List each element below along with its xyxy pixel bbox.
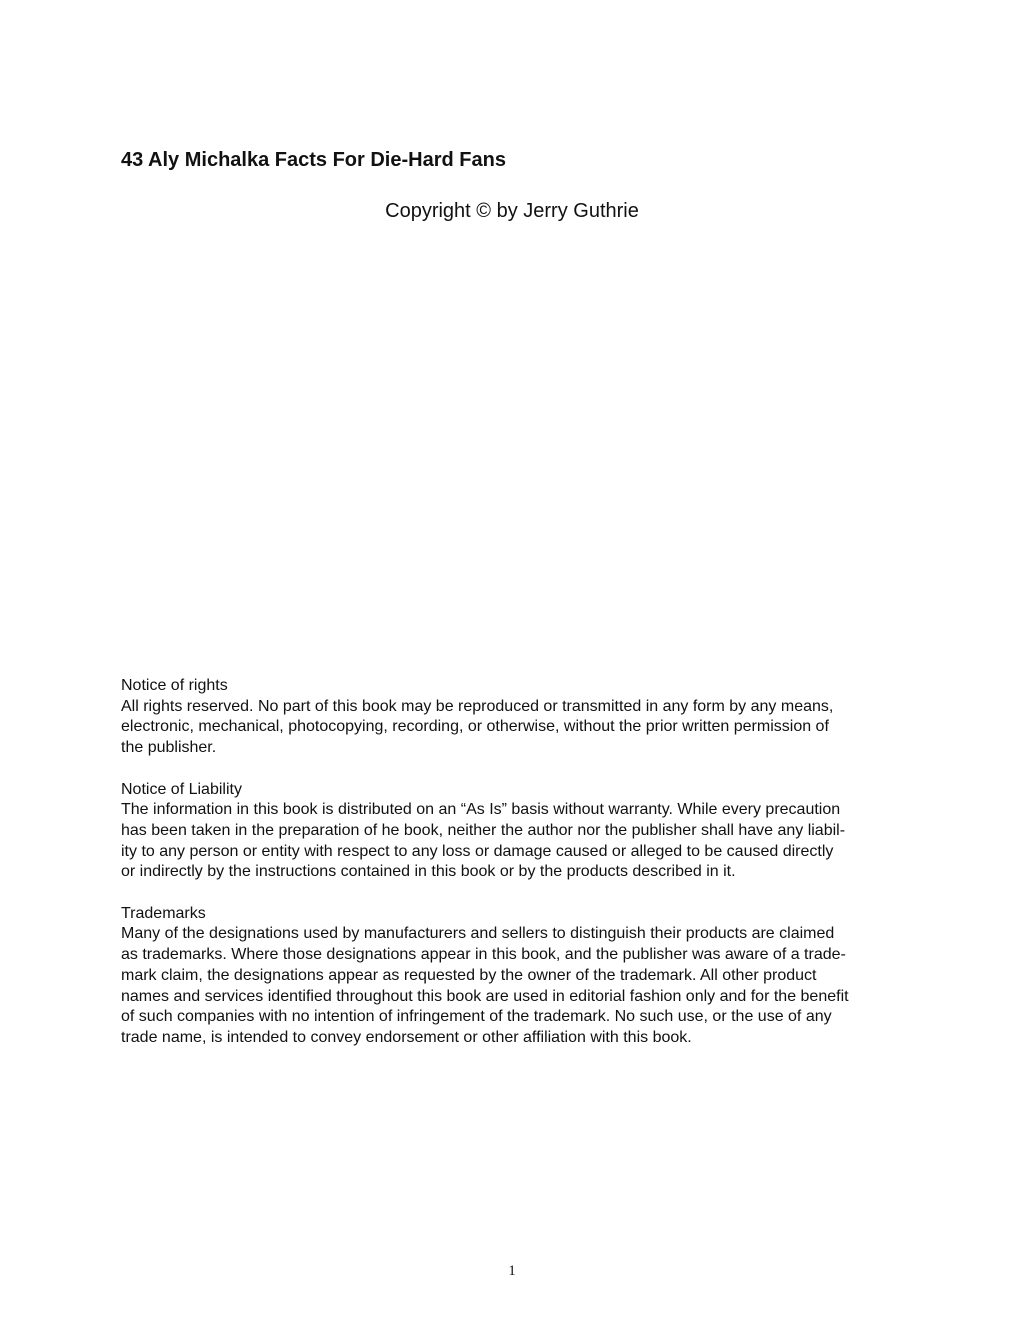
notice-of-liability-line: has been taken in the preparation of he book, neither the author nor the publisher shall have any liabil- (121, 821, 846, 839)
notice-of-liability-section (121, 780, 921, 884)
notice-of-rights-line: the publisher. (121, 739, 217, 757)
copyright-line: Copyright © by Jerry Guthrie (385, 200, 639, 222)
notice-of-rights-heading: Notice of rights (121, 677, 228, 694)
trademarks-line: trade name, is intended to convey endorsement or other affiliation with this book. (121, 1028, 692, 1046)
notice-of-rights-section (121, 676, 921, 759)
legal-notices (121, 676, 921, 1069)
notice-of-liability-line: or indirectly by the instructions contained in this book or by the products described in it. (121, 863, 736, 881)
notice-of-liability-line: ity to any person or entity with respect to any loss or damage caused or alleged to be caused directly (121, 842, 834, 860)
notice-of-rights-line: All rights reserved. No part of this book may be reproduced or transmitted in any form by any means, (121, 697, 834, 715)
page-number: 1 (508, 1263, 516, 1279)
trademarks-line: names and services identified throughout this book are used in editorial fashion only and for the benefit (121, 987, 849, 1005)
notice-of-liability-heading: Notice of Liability (121, 780, 242, 798)
trademarks-line: Many of the designations used by manufacturers and sellers to distinguish their products are claimed (121, 925, 835, 943)
trademarks-section (121, 904, 921, 1049)
notice-of-rights-line: electronic, mechanical, photocopying, recording, or otherwise, without the prior written permission of (121, 718, 829, 736)
trademarks-heading: Trademarks (121, 904, 206, 922)
trademarks-line: as trademarks. Where those designations appear in this book, and the publisher was aware of a trade- (121, 946, 846, 964)
trademarks-line: of such companies with no intention of infringement of the trademark. No such use, or the use of any (121, 1008, 832, 1026)
page-title: 43 Aly Michalka Facts For Die-Hard Fans (121, 149, 506, 171)
notice-of-liability-line: The information in this book is distributed on an “As Is” basis without warranty. While every precaution (121, 801, 841, 819)
trademarks-line: mark claim, the designations appear as requested by the owner of the trademark. All other product (121, 966, 817, 984)
